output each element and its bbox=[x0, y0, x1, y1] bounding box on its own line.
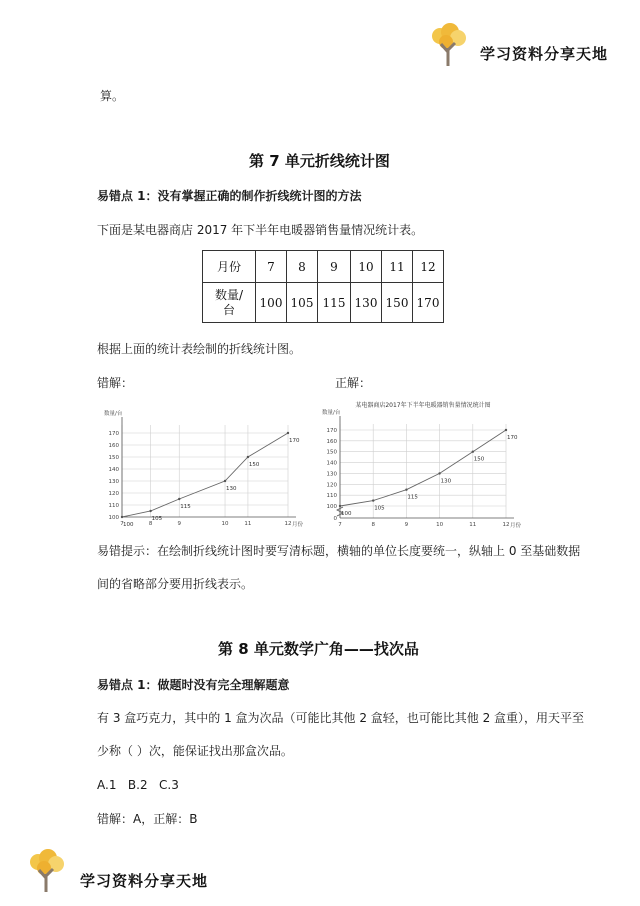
data-label: 100 bbox=[123, 522, 134, 528]
unit8-options: A.1 B.2 C.3 bbox=[97, 778, 179, 792]
table-cell: 9 bbox=[318, 251, 351, 283]
wrong-line-chart bbox=[100, 405, 310, 535]
table-cell: 11 bbox=[382, 251, 413, 283]
data-point bbox=[405, 489, 407, 491]
table-cell: 170 bbox=[413, 283, 444, 323]
data-label: 105 bbox=[374, 505, 385, 512]
y-tick-label: 130 bbox=[108, 479, 119, 485]
unit8-point-label: 易错点 1：做题时没有完全理解题意 bbox=[97, 678, 290, 692]
x-tick-label: 8 bbox=[148, 521, 153, 527]
header-brand: 学习资料分享天地 bbox=[480, 45, 609, 63]
unit7-point-label: 易错点 1：没有掌握正确的制作折线统计图的方法 bbox=[97, 189, 362, 203]
y-tick-label: 0 bbox=[333, 516, 337, 522]
y-tick-label: 140 bbox=[326, 460, 337, 467]
x-axis-label: 月份 bbox=[292, 522, 304, 528]
data-label: 150 bbox=[473, 456, 485, 463]
x-tick-label: 11 bbox=[244, 521, 252, 527]
table-cell: 105 bbox=[287, 283, 318, 323]
data-point bbox=[149, 510, 151, 512]
y-tick-label: 110 bbox=[326, 493, 337, 500]
table-header-month: 月份 bbox=[203, 251, 256, 283]
hint-line2: 间的省略部分要用折线表示。 bbox=[97, 577, 254, 591]
table-header-amount-line1: 数量/ bbox=[214, 287, 244, 302]
data-point bbox=[178, 498, 180, 500]
data-label: 105 bbox=[151, 516, 163, 522]
header-logo bbox=[428, 22, 468, 68]
data-point bbox=[472, 451, 474, 453]
y-tick-label: 120 bbox=[108, 491, 119, 497]
hint-line1: 易错提示：在绘制折线统计图时要写清标题，横轴的单位长度要统一，纵轴上 0 至基础数据 bbox=[97, 544, 581, 558]
y-tick-label: 160 bbox=[108, 443, 119, 449]
x-tick-label: 7 bbox=[120, 521, 124, 527]
data-point bbox=[438, 472, 440, 474]
table-header-amount bbox=[203, 283, 256, 323]
data-point bbox=[121, 516, 123, 518]
data-point bbox=[372, 499, 374, 501]
y-tick-label: 100 bbox=[108, 515, 119, 521]
table-cell: 150 bbox=[382, 283, 413, 323]
data-point bbox=[224, 480, 226, 482]
y-axis-label: 数量/台 bbox=[322, 410, 341, 416]
footer-brand: 学习资料分享天地 bbox=[80, 872, 209, 890]
chart-intro: 根据上面的统计表绘制的折线统计图。 bbox=[97, 342, 302, 356]
tree-logo-icon bbox=[428, 22, 468, 68]
unit7-question: 下面是某电器商店 2017 年下半年电暖器销售量情况统计表。 bbox=[97, 223, 424, 237]
x-tick-label: 9 bbox=[404, 522, 409, 528]
x-tick-label: 8 bbox=[371, 522, 375, 528]
y-axis-label: 数量/台 bbox=[104, 411, 123, 417]
x-tick-label: 10 bbox=[436, 522, 444, 528]
data-label: 170 bbox=[507, 435, 518, 441]
y-tick-label: 170 bbox=[108, 431, 119, 437]
data-label: 130 bbox=[226, 486, 237, 492]
data-label: 115 bbox=[407, 494, 418, 501]
data-label: 170 bbox=[289, 438, 300, 444]
data-label: 100 bbox=[341, 511, 352, 517]
unit7-title: 第 7 单元折线统计图 bbox=[249, 152, 390, 170]
data-point bbox=[339, 505, 341, 507]
data-point bbox=[505, 429, 507, 431]
data-label: 130 bbox=[440, 478, 452, 485]
y-tick-label: 130 bbox=[326, 471, 337, 478]
unit8-question-line2: 少称（ ）次，能保证找出那盒次品。 bbox=[97, 744, 293, 758]
y-tick-label: 100 bbox=[326, 504, 337, 510]
x-axis-label: 月份 bbox=[510, 523, 522, 529]
right-line-chart bbox=[318, 398, 533, 533]
x-tick-label: 12 bbox=[502, 522, 510, 528]
table-cell: 10 bbox=[351, 251, 382, 283]
y-tick-label: 140 bbox=[108, 467, 119, 473]
unit8-question-line1: 有 3 盒巧克力，其中的 1 盒为次品（可能比其他 2 盒轻，也可能比其他 2 盒重），用天平至 bbox=[97, 711, 585, 725]
y-tick-label: 120 bbox=[326, 482, 337, 489]
table-cell: 12 bbox=[413, 251, 444, 283]
sales-table bbox=[202, 250, 444, 323]
x-tick-label: 12 bbox=[284, 521, 292, 527]
data-label: 150 bbox=[248, 462, 260, 468]
x-tick-label: 10 bbox=[221, 521, 229, 527]
y-tick-label: 170 bbox=[326, 428, 337, 434]
x-tick-label: 7 bbox=[338, 522, 342, 528]
data-point bbox=[287, 432, 289, 434]
footer-logo bbox=[26, 848, 66, 894]
table-cell: 130 bbox=[351, 283, 382, 323]
intro-tail: 算。 bbox=[100, 89, 125, 103]
unit8-title: 第 8 单元数学广角——找次品 bbox=[218, 640, 419, 658]
series-line bbox=[122, 433, 288, 517]
table-header-amount-line2: 台 bbox=[222, 302, 235, 317]
wrong-label: 错解： bbox=[97, 376, 134, 390]
series-line bbox=[340, 430, 506, 506]
x-tick-label: 11 bbox=[469, 522, 477, 528]
table-cell: 8 bbox=[287, 251, 318, 283]
x-tick-label: 9 bbox=[177, 521, 181, 527]
tree-logo-icon bbox=[26, 848, 66, 894]
data-point bbox=[247, 456, 249, 458]
y-tick-label: 160 bbox=[326, 438, 337, 445]
unit8-answer: 错解：A，正解：B bbox=[97, 812, 198, 826]
chart-title: 某电器商店2017年下半年电暖器销售量情况统计图 bbox=[355, 402, 491, 409]
y-tick-label: 110 bbox=[108, 503, 119, 509]
table-cell: 115 bbox=[318, 283, 351, 323]
table-cell: 100 bbox=[256, 283, 287, 323]
table-cell: 7 bbox=[256, 251, 287, 283]
data-label: 115 bbox=[180, 504, 191, 510]
y-tick-label: 150 bbox=[108, 455, 119, 461]
right-label: 正解： bbox=[335, 376, 372, 390]
y-tick-label: 150 bbox=[326, 449, 337, 456]
